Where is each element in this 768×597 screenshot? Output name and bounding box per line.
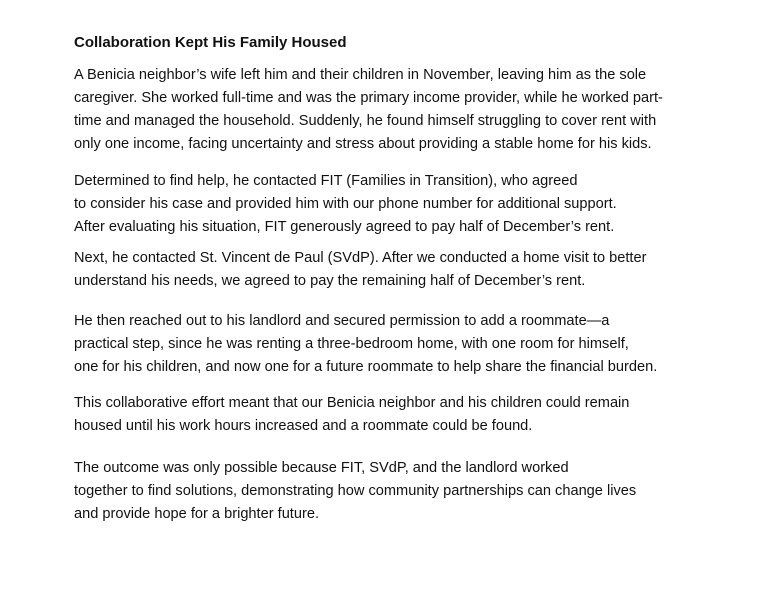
paragraph-3: Next, he contacted St. Vincent de Paul (SVdP). After we conducted a home visit to better understand his needs, we agreed to pay the remaining half of December’s rent. bbox=[74, 250, 647, 289]
paragraph-6: The outcome was only possible because FIT, SVdP, and the landlord worked together to find solutions, demonstrating how community partnerships can change lives and provide hope for a brighter future. bbox=[74, 460, 637, 522]
paragraph-5: This collaborative effort meant that our Benicia neighbor and his children could remain housed until his work hours increased and a roommate could be found. bbox=[74, 395, 630, 434]
paragraph-1: A Benicia neighbor’s wife left him and their children in November, leaving him as the sole caregiver. She worked full-time and was the primary income provider, while he worked part- time and managed the household. Suddenly, he found himself struggling to cover rent with only one income, facing uncertainty and stress about providing a stable home for his kids. bbox=[74, 67, 663, 152]
paragraph-4: He then reached out to his landlord and secured permission to add a roommate—a practical step, since he was renting a three-bedroom home, with one room for himself, one for his children, and now one for a future roommate to help share the financial burden. bbox=[74, 313, 658, 375]
document-body bbox=[74, 34, 724, 526]
paragraph-2: Determined to find help, he contacted FIT (Families in Transition), who agreed to consider his case and provided him with our phone number for additional support. After evaluating his situation, FIT generously agreed to pay half of December’s rent. bbox=[74, 173, 617, 235]
document-title: Collaboration Kept His Family Housed bbox=[74, 34, 347, 51]
